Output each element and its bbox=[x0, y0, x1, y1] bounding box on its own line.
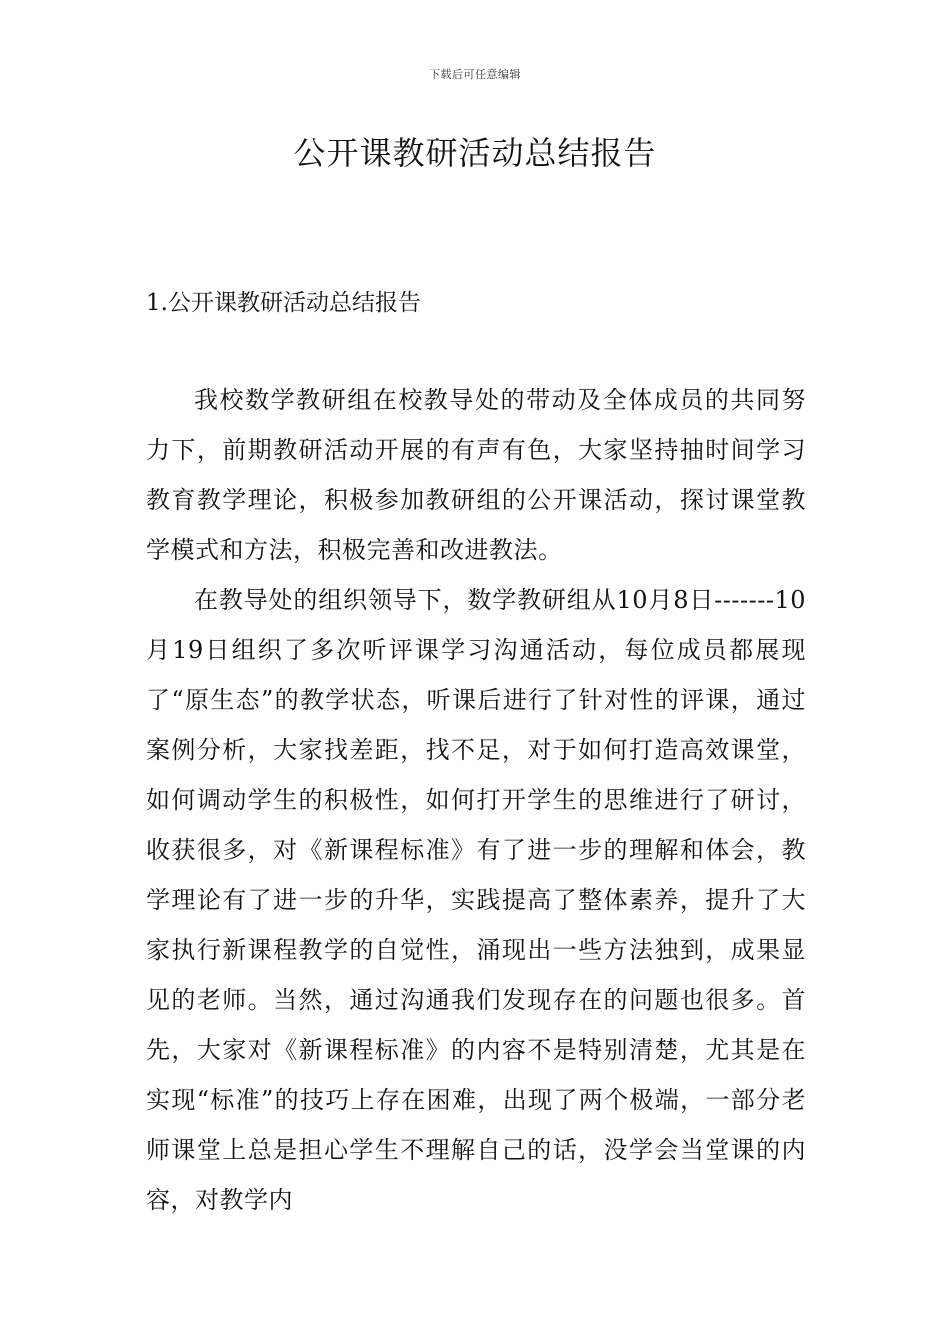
header-note: 下载后可任意编辑 bbox=[429, 68, 521, 81]
document-title: 公开课教研活动总结报告 bbox=[293, 134, 657, 172]
paragraph: 在教导处的组织领导下，数学教研组从10月8日-------10月19日组织了多次听评课学习沟通活动，每位成员都展现了“原生态”的教学状态，听课后进行了针对性的评课，通过案例分析，大家找差距，找不足，对于如何打造高效课堂，如何调动学生的积极性，如何打开学生的思维进行了研讨，收获很多，对《新课程标准》有了进一步的理解和体会，教学理论有了进一步的升华，实践提高了整体素养，提升了大家执行新课程教学的自觉性，涌现出一些方法独到，成果显见的老师。当然，通过沟通我们发现存在的问题也很多。首先，大家对《新课程标准》的内容不是特别清楚，尤其是在实现“标准”的技巧上存在困难，出现了两个极端，一部分老师课堂上总是担心学生不理解自己的话，没学会当堂课的内容，对教学内 bbox=[146, 586, 806, 1214]
section-heading: 1.公开课教研活动总结报告 bbox=[146, 290, 421, 316]
document-body bbox=[146, 375, 806, 1225]
paragraph: 我校数学教研组在校教导处的带动及全体成员的共同努力下，前期教研活动开展的有声有色，大家坚持抽时间学习教育教学理论，积极参加教研组的公开课活动，探讨课堂教学模式和方法，积极完善和改进教法。 bbox=[146, 386, 806, 564]
